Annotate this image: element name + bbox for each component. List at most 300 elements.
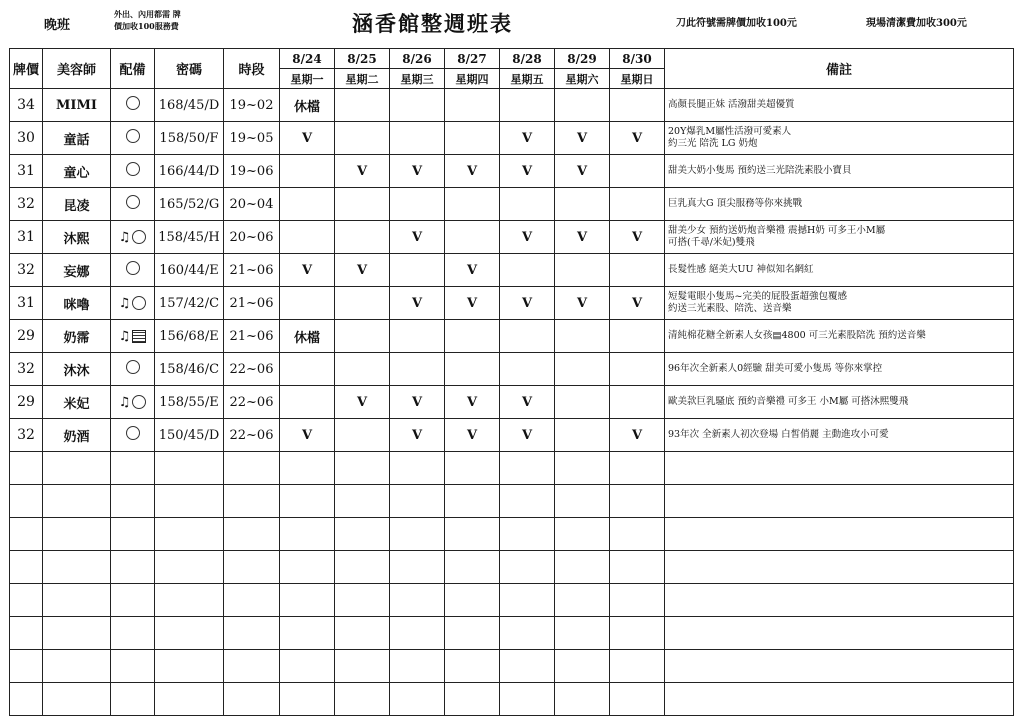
day-cell: [390, 188, 445, 221]
empty-cell: [335, 617, 390, 650]
empty-cell: [111, 452, 155, 485]
circle-icon: [132, 296, 146, 310]
day-cell: V: [390, 155, 445, 188]
day-cell: [610, 155, 665, 188]
empty-cell: [500, 650, 555, 683]
config-cell: [111, 320, 155, 353]
config-cell: [111, 89, 155, 122]
code-cell: 168/45/D: [155, 89, 224, 122]
price-cell: 31: [10, 221, 43, 254]
empty-cell: [10, 650, 43, 683]
empty-cell: [445, 551, 500, 584]
empty-cell: [111, 650, 155, 683]
empty-cell: [280, 683, 335, 716]
empty-cell: [111, 584, 155, 617]
header-code: 密碼: [155, 49, 224, 89]
remarks-line: 清純棉花糖全新素人女孩▤4800 可三光素股陪洗 預約送音樂: [668, 330, 926, 341]
empty-cell: [335, 683, 390, 716]
day-cell: [555, 89, 610, 122]
config-cell: [111, 287, 155, 320]
day-cell: [445, 221, 500, 254]
empty-cell: [445, 518, 500, 551]
day-cell: [280, 188, 335, 221]
time-slot: 21~06: [224, 320, 280, 353]
empty-cell: [224, 452, 280, 485]
empty-cell: [224, 584, 280, 617]
empty-cell: [155, 452, 224, 485]
empty-cell: [445, 650, 500, 683]
empty-cell: [390, 584, 445, 617]
day-cell: [610, 353, 665, 386]
empty-cell: [43, 584, 111, 617]
remarks-line: 甜美少女 預約送奶炮音樂禮 震撼H奶 可多王小M屬: [668, 225, 886, 236]
day-cell: V: [280, 254, 335, 287]
price-cell: 29: [10, 386, 43, 419]
remarks-cell: [665, 254, 1014, 287]
empty-cell: [155, 617, 224, 650]
day-cell: [390, 320, 445, 353]
remarks-line: 93年次 全新素人初次登場 白皙俏麗 主動進攻小可愛: [668, 429, 889, 440]
empty-cell: [665, 518, 1014, 551]
header-time: 時段: [224, 49, 280, 89]
time-slot: 19~06: [224, 155, 280, 188]
empty-cell: [335, 485, 390, 518]
table-row: [10, 221, 1014, 254]
price-cell: 30: [10, 122, 43, 155]
cleaning-fee-note: 現場清潔費加收300元: [866, 18, 967, 29]
schedule-table: [9, 48, 1014, 716]
header-weekday: 星期五: [500, 69, 555, 89]
price-cell: 29: [10, 320, 43, 353]
day-cell: V: [610, 419, 665, 452]
empty-cell: [335, 650, 390, 683]
config-cell: [111, 221, 155, 254]
stylist-name: MIMI: [43, 89, 111, 122]
service-fee-note-line1: 外出、內用都需 牌: [114, 9, 181, 19]
shift-label: 晚班: [44, 18, 71, 33]
day-cell: [335, 287, 390, 320]
empty-cell: [43, 617, 111, 650]
day-cell: V: [445, 155, 500, 188]
empty-cell: [665, 551, 1014, 584]
day-cell: V: [500, 386, 555, 419]
circle-icon: [126, 96, 140, 110]
empty-cell: [155, 518, 224, 551]
empty-cell: [10, 551, 43, 584]
day-cell: [390, 89, 445, 122]
header-stylist: 美容師: [43, 49, 111, 89]
day-cell: 休檔: [280, 89, 335, 122]
day-cell: [335, 320, 390, 353]
day-cell: [610, 89, 665, 122]
price-cell: 32: [10, 353, 43, 386]
empty-cell: [155, 551, 224, 584]
empty-cell: [555, 518, 610, 551]
day-cell: [555, 254, 610, 287]
empty-cell: [500, 617, 555, 650]
empty-cell: [111, 683, 155, 716]
empty-cell: [665, 452, 1014, 485]
config-cell: [111, 386, 155, 419]
day-cell: [280, 386, 335, 419]
empty-cell: [445, 584, 500, 617]
empty-cell: [224, 683, 280, 716]
empty-cell: [610, 551, 665, 584]
time-slot: 21~06: [224, 287, 280, 320]
empty-cell: [445, 617, 500, 650]
config-cell: [111, 155, 155, 188]
stylist-name: 米妃: [43, 386, 111, 419]
day-cell: [610, 386, 665, 419]
table-row: [10, 122, 1014, 155]
day-cell: [445, 122, 500, 155]
day-cell: V: [555, 155, 610, 188]
remarks-cell: [665, 155, 1014, 188]
empty-cell: [390, 452, 445, 485]
stylist-name: 童話: [43, 122, 111, 155]
day-cell: [280, 287, 335, 320]
price-cell: 32: [10, 254, 43, 287]
remarks-cell: [665, 287, 1014, 320]
config-cell: [111, 419, 155, 452]
empty-row: [10, 617, 1014, 650]
empty-cell: [155, 650, 224, 683]
table-row: [10, 254, 1014, 287]
empty-cell: [335, 518, 390, 551]
empty-cell: [155, 485, 224, 518]
stylist-name: 奶酒: [43, 419, 111, 452]
empty-cell: [500, 683, 555, 716]
empty-cell: [280, 452, 335, 485]
empty-cell: [111, 485, 155, 518]
empty-cell: [555, 485, 610, 518]
day-cell: [555, 386, 610, 419]
remarks-cell: [665, 320, 1014, 353]
empty-cell: [224, 518, 280, 551]
music-note-icon: ♫: [118, 328, 131, 344]
empty-cell: [155, 683, 224, 716]
empty-cell: [10, 617, 43, 650]
tv-icon: [132, 330, 146, 343]
remarks-line: 歐美款巨乳騷底 預約音樂禮 可多王 小M屬 可搭沐熙雙飛: [668, 396, 909, 407]
music-note-icon: ♫: [118, 229, 131, 245]
stylist-name: 妄娜: [43, 254, 111, 287]
circle-icon: [132, 395, 146, 409]
day-cell: V: [335, 254, 390, 287]
code-cell: 150/45/D: [155, 419, 224, 452]
empty-cell: [280, 584, 335, 617]
day-cell: [335, 221, 390, 254]
remarks-cell: [665, 419, 1014, 452]
empty-cell: [390, 485, 445, 518]
empty-cell: [500, 452, 555, 485]
day-cell: V: [390, 221, 445, 254]
day-cell: [500, 353, 555, 386]
empty-cell: [10, 485, 43, 518]
day-cell: [335, 353, 390, 386]
config-cell: [111, 188, 155, 221]
empty-cell: [390, 551, 445, 584]
stylist-name: 沐熙: [43, 221, 111, 254]
circle-icon: [132, 230, 146, 244]
price-cell: 32: [10, 419, 43, 452]
stylist-name: 沐沐: [43, 353, 111, 386]
empty-cell: [500, 584, 555, 617]
config-cell: [111, 254, 155, 287]
empty-cell: [555, 683, 610, 716]
empty-cell: [555, 452, 610, 485]
day-cell: [390, 353, 445, 386]
time-slot: 22~06: [224, 353, 280, 386]
empty-cell: [665, 650, 1014, 683]
empty-cell: [10, 584, 43, 617]
empty-cell: [280, 551, 335, 584]
surcharge-note: 刀此符號需牌價加收100元: [676, 18, 797, 29]
empty-cell: [500, 518, 555, 551]
empty-cell: [10, 452, 43, 485]
day-cell: V: [390, 419, 445, 452]
day-cell: [500, 89, 555, 122]
circle-icon: [126, 360, 140, 374]
day-cell: V: [280, 419, 335, 452]
empty-row: [10, 485, 1014, 518]
empty-cell: [555, 551, 610, 584]
empty-cell: [224, 485, 280, 518]
music-note-icon: ♫: [118, 295, 131, 311]
day-cell: [445, 353, 500, 386]
remarks-cell: [665, 188, 1014, 221]
day-cell: [445, 188, 500, 221]
empty-cell: [335, 551, 390, 584]
day-cell: V: [500, 122, 555, 155]
empty-cell: [665, 485, 1014, 518]
code-cell: 158/45/H: [155, 221, 224, 254]
day-cell: [555, 419, 610, 452]
time-slot: 20~06: [224, 221, 280, 254]
day-cell: [555, 320, 610, 353]
remarks-cell: [665, 386, 1014, 419]
header-date: 8/28: [500, 49, 555, 69]
time-slot: 19~02: [224, 89, 280, 122]
empty-cell: [10, 518, 43, 551]
empty-cell: [111, 518, 155, 551]
header-config: 配備: [111, 49, 155, 89]
day-cell: V: [445, 386, 500, 419]
remarks-cell: [665, 122, 1014, 155]
empty-cell: [280, 617, 335, 650]
day-cell: [500, 254, 555, 287]
stylist-name: 童心: [43, 155, 111, 188]
empty-cell: [43, 485, 111, 518]
empty-cell: [610, 485, 665, 518]
day-cell: V: [390, 386, 445, 419]
config-cell: [111, 122, 155, 155]
empty-cell: [43, 518, 111, 551]
day-cell: [555, 188, 610, 221]
table-row: [10, 89, 1014, 122]
empty-cell: [610, 683, 665, 716]
empty-row: [10, 551, 1014, 584]
empty-cell: [500, 551, 555, 584]
empty-cell: [10, 683, 43, 716]
day-cell: V: [390, 287, 445, 320]
remarks-cell: [665, 221, 1014, 254]
circle-icon: [126, 261, 140, 275]
day-cell: V: [500, 419, 555, 452]
remarks-line: 巨乳真大G 頂尖服務等你來挑戰: [668, 198, 803, 209]
empty-cell: [335, 452, 390, 485]
empty-cell: [390, 617, 445, 650]
day-cell: [280, 353, 335, 386]
empty-cell: [500, 485, 555, 518]
empty-cell: [224, 617, 280, 650]
time-slot: 22~06: [224, 386, 280, 419]
service-fee-note-line2: 價加收100服務費: [114, 21, 179, 31]
header-weekday: 星期二: [335, 69, 390, 89]
empty-cell: [445, 485, 500, 518]
empty-cell: [610, 650, 665, 683]
price-cell: 34: [10, 89, 43, 122]
code-cell: 165/52/G: [155, 188, 224, 221]
circle-icon: [126, 195, 140, 209]
header-date: 8/24: [280, 49, 335, 69]
header-weekday: 星期六: [555, 69, 610, 89]
header-date: 8/27: [445, 49, 500, 69]
price-cell: 32: [10, 188, 43, 221]
table-row: [10, 155, 1014, 188]
price-cell: 31: [10, 155, 43, 188]
day-cell: V: [555, 221, 610, 254]
table-row: [10, 386, 1014, 419]
code-cell: 158/46/C: [155, 353, 224, 386]
code-cell: 166/44/D: [155, 155, 224, 188]
empty-cell: [335, 584, 390, 617]
day-cell: [500, 320, 555, 353]
day-cell: [555, 353, 610, 386]
empty-cell: [224, 650, 280, 683]
day-cell: V: [610, 287, 665, 320]
page-title: 涵香館整週班表: [352, 11, 513, 36]
day-cell: [335, 419, 390, 452]
day-cell: V: [610, 122, 665, 155]
empty-cell: [280, 485, 335, 518]
day-cell: V: [335, 155, 390, 188]
day-cell: V: [335, 386, 390, 419]
remarks-line: 20Y爆乳M屬性活潑可愛素人: [668, 126, 792, 137]
empty-cell: [555, 584, 610, 617]
day-cell: [335, 89, 390, 122]
empty-cell: [665, 683, 1014, 716]
day-cell: V: [445, 287, 500, 320]
service-fee-note: [114, 8, 181, 32]
day-cell: V: [445, 419, 500, 452]
empty-cell: [43, 452, 111, 485]
time-slot: 21~06: [224, 254, 280, 287]
empty-cell: [555, 650, 610, 683]
empty-row: [10, 584, 1014, 617]
header-date: 8/30: [610, 49, 665, 69]
circle-icon: [126, 162, 140, 176]
circle-icon: [126, 129, 140, 143]
day-cell: V: [280, 122, 335, 155]
code-cell: 160/44/E: [155, 254, 224, 287]
header-weekday: 星期三: [390, 69, 445, 89]
day-cell: [610, 254, 665, 287]
day-cell: [445, 320, 500, 353]
remarks-line: 96年次全新素人0經驗 甜美可愛小隻馬 等你來掌控: [668, 363, 883, 374]
empty-cell: [280, 518, 335, 551]
header-price: 牌價: [10, 49, 43, 89]
empty-cell: [610, 518, 665, 551]
time-slot: 22~06: [224, 419, 280, 452]
day-cell: [335, 188, 390, 221]
day-cell: [610, 320, 665, 353]
day-cell: V: [555, 122, 610, 155]
header-weekday: 星期日: [610, 69, 665, 89]
header-remarks: 備註: [665, 49, 1014, 89]
day-cell: V: [555, 287, 610, 320]
day-cell: [500, 188, 555, 221]
day-cell: [335, 122, 390, 155]
table-row: [10, 287, 1014, 320]
day-cell: V: [500, 155, 555, 188]
empty-cell: [555, 617, 610, 650]
header-date: 8/26: [390, 49, 445, 69]
day-cell: V: [500, 287, 555, 320]
day-cell: [280, 155, 335, 188]
code-cell: 156/68/E: [155, 320, 224, 353]
day-cell: 休檔: [280, 320, 335, 353]
empty-cell: [610, 617, 665, 650]
header-weekday: 星期四: [445, 69, 500, 89]
stylist-name: 咪嚕: [43, 287, 111, 320]
table-row: [10, 188, 1014, 221]
remarks-line: 約送三光素股、陪洗、送音樂: [668, 303, 792, 314]
empty-cell: [280, 650, 335, 683]
remarks-line: 長髮性感 絕美大UU 神似知名網紅: [668, 264, 814, 275]
empty-cell: [445, 683, 500, 716]
remarks-cell: [665, 353, 1014, 386]
empty-row: [10, 452, 1014, 485]
empty-cell: [665, 584, 1014, 617]
remarks-line: 甜美大奶小隻馬 預約送三光陪洗素股小寶貝: [668, 165, 852, 176]
empty-cell: [43, 650, 111, 683]
stylist-name: 昆凌: [43, 188, 111, 221]
empty-cell: [445, 452, 500, 485]
empty-row: [10, 650, 1014, 683]
header-date: 8/29: [555, 49, 610, 69]
day-cell: [390, 254, 445, 287]
day-cell: V: [500, 221, 555, 254]
code-cell: 157/42/C: [155, 287, 224, 320]
empty-cell: [390, 650, 445, 683]
day-cell: [390, 122, 445, 155]
config-cell: [111, 353, 155, 386]
day-cell: [610, 188, 665, 221]
table-row: [10, 419, 1014, 452]
empty-cell: [665, 617, 1014, 650]
page-header: [0, 0, 1024, 48]
empty-row: [10, 518, 1014, 551]
empty-cell: [111, 617, 155, 650]
music-note-icon: ♫: [118, 394, 131, 410]
empty-cell: [155, 584, 224, 617]
empty-cell: [43, 683, 111, 716]
day-cell: [445, 89, 500, 122]
empty-cell: [390, 518, 445, 551]
header-weekday: 星期一: [280, 69, 335, 89]
time-slot: 20~04: [224, 188, 280, 221]
